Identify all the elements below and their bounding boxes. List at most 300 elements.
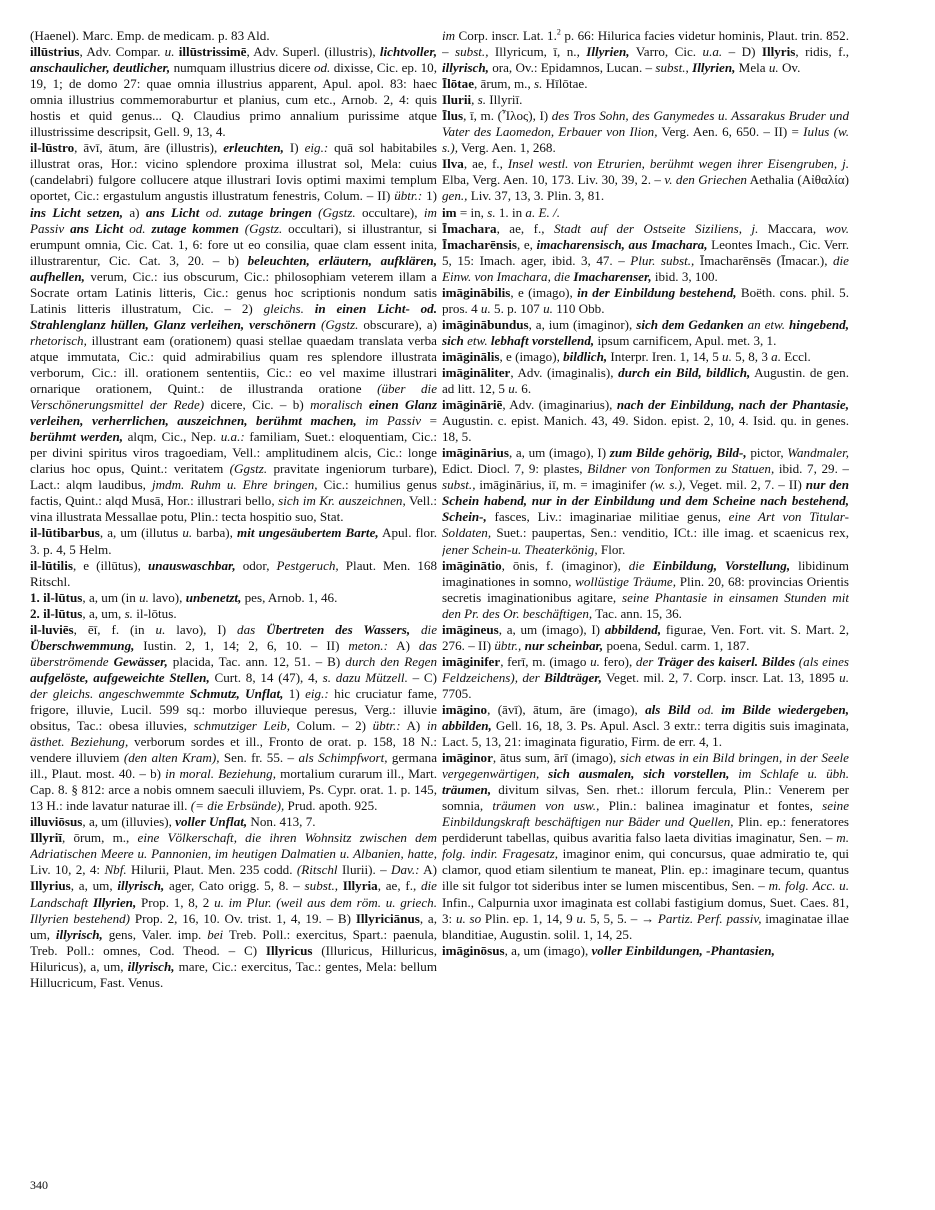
entry-text: Interpr. Iren. 1, 14, 5 <box>607 348 723 364</box>
entry-text: Aethalia (Αἰθαλία) <box>746 172 849 188</box>
dictionary-entry <box>442 558 849 622</box>
headword: 1. il-lūtus <box>30 589 83 605</box>
page-number: 340 <box>30 1178 48 1192</box>
entry-text: obscurare), a) <box>358 316 437 332</box>
headword: imāginōsus <box>442 942 505 958</box>
entry-text: u. <box>139 589 149 605</box>
entry-text: u. <box>164 44 175 60</box>
entry-text: fero), <box>599 653 636 669</box>
entry-text: odor, <box>235 557 277 573</box>
headword: imāginātio <box>442 557 502 573</box>
entry-text: u. <box>182 525 193 541</box>
entry-text: lebhaft vorstellend, <box>490 332 595 348</box>
entry-text: Hīlōtae. <box>542 76 588 92</box>
entry-text: Plin. ep.: feneratores perdiderunt tabellas, quibus avaritia falso laeta divitias imaginatur, Sen. – <box>442 814 849 846</box>
entry-text: im Passiv <box>30 204 437 236</box>
entry-text: Illyrien, <box>692 60 736 76</box>
headword: imāgināliter <box>442 364 511 380</box>
entry-text: , e (imago), <box>510 284 578 300</box>
entry-text: , a, um (imago), <box>504 942 592 958</box>
entry-text: subst., <box>442 477 476 493</box>
entry-text: verum, Cic.: ius obscurum, Cic.: philosophiam veterem illam a Socrate ortam Latinis litteris, Cic.: genus hoc scriptionis nondum satis Latinis litteris illustratum, Cic. – 2) <box>30 268 437 316</box>
headword: Illyricus <box>265 942 313 958</box>
entry-text: dixisse, Cic. ep. 10, 19, 1; de domo 27: quae omnia illustrius apparent, Apul. apol. 83: haec omnia illustrius commemoraburtur et planius, cum etc., Arnob. 2, 4: quis hostis et quid genus... Q. Claudius primo annalium purissime atque illustrissime descripsit, Gell. 9, 13, 4. <box>30 60 437 140</box>
entry-text: jmdm. Ruhm u. Ehre bringen, <box>151 477 318 493</box>
entry-text: nur den Schein habend, nur in der Einbildung und dem Scheine nach bestehend, Schein-, <box>442 477 849 525</box>
entry-text: lavo), I) <box>165 621 238 637</box>
dictionary-entry <box>442 92 849 108</box>
headword: il-lūtibarbus <box>30 525 100 541</box>
entry-text: , Adv. Superl. (illustris), <box>246 44 380 60</box>
entry-text: Non. 413, 7. <box>247 814 316 830</box>
entry-text: der <box>522 669 545 685</box>
entry-text: Prud. apoth. 925. <box>284 798 378 814</box>
dictionary-entry <box>442 28 849 76</box>
entry-text: , a, um (imago), I) <box>498 621 605 637</box>
entry-text: Nbf. <box>104 862 127 878</box>
entry-text: , ferī, m. (imago <box>500 653 591 669</box>
entry-text: Illyrien, <box>586 44 630 60</box>
entry-text: durch ein Bild, bildlich, <box>618 364 751 380</box>
entry-text: illustrant eam (orationem) quasi stellae quaedam translata verba atque immutata, Cic.: quid admirabilius quam res splendore illustrata verborum, Cic.: ill. orationem sententiis, Cic.: eo vel maxime illustrari ornarique orationem, Quint.: de illustranda oratione <box>30 332 437 397</box>
entry-text: das überströmende <box>30 637 437 669</box>
entry-text: Curt. 8, 14 (47), 4, <box>209 669 323 685</box>
dictionary-entry <box>30 830 437 990</box>
entry-text: Leontes Imach., Cic. Verr. 5, 15: Imach. ager, ibid. 3, 47. – <box>442 236 849 268</box>
entry-text: eig.: <box>305 685 329 701</box>
dictionary-entry <box>442 285 849 317</box>
entry-text: , <box>471 92 478 108</box>
right-column <box>442 28 849 1198</box>
entry-text: , a, um, <box>30 910 437 942</box>
entry-text: sich ausmalen, sich vorstellen, <box>548 766 730 782</box>
entry-text: Mela <box>735 60 769 76</box>
entry-text: Plin.: balinea imaginatur et fontes, <box>599 798 823 814</box>
entry-text: Elba, Verg. Aen. 10, 173. Liv. 30, 39, 2. – <box>442 172 665 188</box>
entry-text: sich im Kr. auszeichnen, <box>278 493 406 509</box>
entry-text: des Tros Sohn, des Ganymedes u. Assarakus Bruder und Vater des Laomedon, Erbauer von Ilion, <box>442 108 849 140</box>
entry-text: voller Unflat, <box>175 814 248 830</box>
entry-text: im Schlafe u. übh. <box>738 766 849 782</box>
entry-text: ans Licht <box>145 204 200 220</box>
headword: imāgino <box>442 701 488 717</box>
entry-text: , e (imago), <box>499 348 564 364</box>
headword: Illyria <box>342 878 378 894</box>
entry-text: gens, Valer. imp. <box>102 926 208 942</box>
headword: imāgineus <box>442 621 499 637</box>
entry-text: a. E. /. <box>525 204 560 220</box>
entry-text: (Ggstz. <box>229 461 268 477</box>
entry-text: , e (illūtus), <box>72 557 148 573</box>
entry-text: Tac. ann. 15, 36. <box>592 605 682 621</box>
headword: Īmacharēnsis <box>442 236 517 252</box>
entry-text: wov. <box>825 220 849 236</box>
entry-text: (Ggstz. <box>238 220 283 236</box>
entry-text: im Bilde wiedergeben, abbilden, <box>442 701 849 734</box>
entry-text: gen., <box>442 188 468 204</box>
entry-text: A) <box>387 637 419 653</box>
dictionary-entry <box>442 445 849 557</box>
headword: illuviōsus <box>30 814 83 830</box>
entry-text: s. dazu Mützell. <box>322 669 408 685</box>
entry-text: , a, um, <box>82 605 125 621</box>
entry-text: , ae, f., <box>463 156 508 172</box>
dictionary-entry <box>30 622 437 815</box>
entry-text: bildlich, <box>563 348 608 364</box>
entry-text: a. <box>771 348 781 364</box>
entry-text: das <box>237 621 267 637</box>
entry-text: v. den Griechen <box>664 172 747 188</box>
entry-text: Edict. Diocl. 7, 9: plastes, <box>442 461 588 477</box>
entry-text: Dav.: <box>391 862 420 878</box>
entry-text: A) <box>419 862 437 878</box>
headword: imāginābilis <box>442 284 511 300</box>
entry-text: verborum sordes et ill., Fronto de orat. p. 158, 18 N.: vendere illuviem <box>30 734 437 766</box>
entry-text: fasces, Liv.: imaginariae militiae genus, <box>486 509 729 525</box>
entry-text: etw. <box>467 332 488 348</box>
entry-text: lichtvoller, anschaulicher, deutlicher, <box>30 44 437 76</box>
headword: illūstrissimē <box>178 44 247 60</box>
headword: il-luviēs <box>30 621 74 637</box>
entry-text: , e, <box>516 236 537 252</box>
left-column <box>30 28 437 1158</box>
entry-text: Ov. <box>778 60 801 76</box>
entry-text: Stadt auf der Ostseite Siziliens, <box>553 220 742 236</box>
entry-text: u.a.: <box>220 429 245 445</box>
entry-text <box>539 766 548 781</box>
entry-text: Treb. Poll.: exercitus, Spart.: paenula, Treb. Poll.: omnes, Cod. Theod. – C) <box>30 926 437 958</box>
dictionary-entry <box>442 205 849 221</box>
entry-text: occultare), <box>355 204 424 220</box>
dictionary-entry <box>442 221 849 285</box>
entry-text: 1) <box>283 685 306 701</box>
entry-text: subst., <box>455 44 489 60</box>
entry-text: A) <box>400 718 427 734</box>
entry-text: imaginor enim, qui concursus, quae admiratio te, qui clamor, quod etiam silentium te maneat, Plin. ep.: imaginare tecum, quantus ille sit fulgor tot sideribus inter se lumen miscentibus, Sen. – <box>442 846 849 894</box>
headword: Ilurii <box>442 92 472 108</box>
entry-text: subst., <box>304 878 339 894</box>
dictionary-entry <box>30 140 437 525</box>
entry-text: , a, ium (imaginor), <box>528 316 637 332</box>
entry-text: übtr., <box>494 637 522 653</box>
entry-text: il-lōtus. <box>132 605 177 621</box>
entry-text: – D) <box>722 44 762 60</box>
entry-text: in der Einbildung bestehend, <box>577 284 737 300</box>
entry-text: Boëth. cons. phil. 5. pros. 4 <box>442 284 849 316</box>
headword: Ilva <box>442 156 464 172</box>
headword: imāginālis <box>442 348 500 364</box>
entry-text: Sen. fr. 55. – <box>219 750 299 766</box>
entry-text: die <box>628 557 653 573</box>
entry-text: Infin., Calpurnia uxor imaginata est collabi fastigium domus, Suet. Caes. 81, 3: <box>442 894 849 926</box>
entry-text: Augustin. de gen. ad litt. 12, 5 <box>442 364 849 397</box>
dictionary-entry <box>30 44 437 140</box>
entry-text: Īmacharēnsēs (Īmacar.), <box>694 252 833 268</box>
entry-text: moralisch <box>310 397 363 413</box>
entry-text: seine Phantasie in einsamen Stunden mit den Pr. des Or. beschäftigen, <box>442 589 849 621</box>
entry-text: (Ggstz. <box>316 316 359 332</box>
dictionary-entry <box>442 349 849 365</box>
entry-text: – C) <box>407 669 437 685</box>
entry-text: Gewässer, <box>113 653 168 669</box>
entry-text: od. <box>690 701 722 717</box>
entry-text: bei <box>207 926 224 942</box>
entry-text: eine Völkerschaft, die ihren Wohnsitz zwischen dem Adriatischen Meere u. Pannonien, im heutigen Dalmatien u. Albanien, hatte, <box>30 830 437 862</box>
entry-text: alqm, Cic., Nep. <box>123 429 221 445</box>
headword: imāginifer <box>442 653 501 669</box>
entry-text: Augustin. c. epist. Manich. 43, 49. Sidon. epist. 2, 10, 4. Isid. qu. in genes. 18, 5. <box>442 413 849 445</box>
entry-text: I) <box>283 140 305 156</box>
entry-text: od. <box>313 60 331 76</box>
entry-text: m. folg. indir. Fragesatz, <box>442 830 849 862</box>
entry-text: Träger des kaiserl. Bildes <box>657 653 796 669</box>
entry-text: ibid. 7, 29. – <box>774 461 849 477</box>
headword: Īmachara <box>442 220 497 236</box>
entry-text: (über die Verschönerungsmittel der Rede) <box>30 381 437 413</box>
dictionary-entry <box>442 702 849 750</box>
dictionary-entry <box>30 525 437 557</box>
entry-text: familiam, Suet.: eloquentiam, Cic.: per divini spiritus viros tragoediam, Vell.: amplitudinem alcis, Cic.: longe clarius hoc opus, Quint.: veritatem <box>30 429 437 477</box>
entry-text: 6. <box>518 381 532 397</box>
headword: il-lūstro <box>30 140 75 156</box>
entry-text: ora, Ov.: Epidamnos, Lucan. – <box>488 60 656 76</box>
entry-text: abbildend, <box>604 621 662 637</box>
entry-text: Liv. 37, 13, 3. Plin. 3, 81. <box>467 188 605 204</box>
entry-text: u. <box>768 60 779 76</box>
dictionary-entry <box>30 28 437 44</box>
entry-text: subst., <box>655 60 689 76</box>
entry-text: 1) <box>422 188 437 204</box>
entry-text: 110 Obb. <box>552 300 605 316</box>
entry-text: , a, um (illuvies), <box>82 814 176 830</box>
entry-text: im Passiv <box>365 413 422 429</box>
entry-text: der <box>635 653 658 669</box>
entry-text: in moral. Beziehung, <box>165 766 277 782</box>
entry-text: a) <box>123 204 146 220</box>
headword: imāginābundus <box>442 316 529 332</box>
entry-text: jener Schein-u. Theaterkönig, <box>442 541 598 557</box>
entry-text: im <box>442 28 456 43</box>
entry-text: Plin. 20, 68: provincias Orientis secretis imaginationibus agitare, <box>442 573 849 605</box>
entry-text: divitum silvas, Sen. rhet.: illorum fercula, Plin.: Venerem per somnia, <box>442 782 849 814</box>
dictionary-entry <box>442 750 849 943</box>
headword: Illyrius <box>30 878 71 894</box>
entry-text: (den alten Kram), <box>123 750 220 766</box>
entry-text: , ridis, f., <box>795 44 849 60</box>
entry-text: die <box>410 621 437 637</box>
entry-text: Prop. 1, 8, 2 <box>136 894 215 910</box>
entry-text: m. folg. <box>768 878 809 894</box>
entry-text <box>357 413 366 428</box>
entry-text: , ae, f., <box>496 220 554 236</box>
entry-text: Plur. subst., <box>630 252 695 268</box>
entry-text: zum Bilde gehörig, Bild-, <box>609 445 747 461</box>
headword: illūstrius <box>30 44 80 60</box>
entry-text: illyrisch, <box>127 958 175 974</box>
entry-text: Eccl. <box>780 348 811 364</box>
dictionary-entry <box>442 365 849 397</box>
entry-text: illyrisch, <box>55 926 103 942</box>
headword: imāginārius <box>442 445 509 461</box>
entry-text: illyrisch, <box>117 878 165 894</box>
entry-text: (Ggstz. <box>311 204 356 220</box>
entry-text: (als eines Feldzeichens), <box>442 653 849 685</box>
entry-text: eine Art von Titular-Soldaten, <box>442 509 849 541</box>
dictionary-entry <box>442 317 849 349</box>
entry-text: Hilurii, Plaut. Men. 235 codd. <box>126 862 297 878</box>
entry-text: Verg. Aen. 6, 650. – II) = <box>657 124 804 140</box>
entry-text: Veget. mil. 2, 7. – II) <box>685 477 806 493</box>
entry-text: (w. s.), <box>650 477 686 493</box>
entry-text: die Einw. von Imachara, die <box>442 252 849 284</box>
entry-text: occultari), si illustrantur, si erumpunt omnia, Cic. Cat. 1, 6: fore ut eo consilia, quae clam essent inita, illustrarentur, Cic. Cat. 3, 20. – b) <box>30 220 437 268</box>
entry-text: rhetorisch, <box>30 332 87 348</box>
entry-text: j. <box>751 220 759 236</box>
entry-text: Flor. <box>597 541 626 557</box>
headword: imāginor <box>442 750 493 766</box>
entry-text: , ī, m. (Ἶλος), I) <box>463 108 552 124</box>
entry-text: , ārum, m., <box>474 76 535 92</box>
entry-text: imaginatae illae blanditiae, Augustin. solil. 1, 14, 25. <box>442 910 849 942</box>
entry-text: , a, um (in <box>82 589 140 605</box>
entry-text: pes, Arnob. 1, 46. <box>241 589 338 605</box>
entry-text: u. <box>155 621 166 637</box>
entry-text: s. <box>534 76 543 92</box>
entry-text: Liv. 10, 2, 4: <box>30 862 105 878</box>
entry-text: nach der Einbildung, nach der Phantasie, <box>616 397 849 413</box>
entry-text: 2 <box>556 28 561 37</box>
entry-text: imāginārius, iī, m. = imaginifer <box>475 477 651 493</box>
entry-text: träumen, <box>442 782 492 798</box>
entry-text: übtr.: <box>372 718 401 734</box>
entry-text: u. <box>576 910 587 926</box>
entry-text: seine Einbildungskraft beschäftigen nur Bäder und Quellen, <box>442 798 849 830</box>
entry-text: Pestgeruch, <box>276 557 339 573</box>
entry-text: Übertreten des Wassers, <box>266 621 411 637</box>
entry-text: germana ill., Plaut. most. 40. – b) <box>30 750 437 782</box>
entry-text: Ilurii). – <box>337 862 392 878</box>
entry-text: meton.: <box>348 637 388 653</box>
entry-text: u. <box>480 300 491 316</box>
entry-text: Vell.: vina illustrata Messallae potu, Plin.: tecta hospitio suo, Stat. <box>30 493 437 525</box>
entry-text: imacharensisch, aus Imachara, <box>536 236 708 252</box>
entry-text: Varro, Cic. <box>629 44 703 60</box>
entry-text: , a, um (illutus <box>99 525 183 541</box>
entry-text: die Landschaft <box>30 878 437 910</box>
entry-text: ipsum carnificem, Apul. met. 3, 1. <box>594 332 777 348</box>
entry-text: zutage kommen <box>151 220 239 236</box>
headword: imāgināriē <box>442 397 503 413</box>
entry-text: s. <box>124 605 133 621</box>
entry-text: ins Licht setzen, <box>30 204 124 220</box>
entry-text: pictor, <box>746 445 788 461</box>
entry-text: Insel westl. von Etrurien, berühmt wegen ihrer Eisengruben, <box>507 156 838 172</box>
entry-text: , Adv. Compar. <box>79 44 165 60</box>
entry-text: u. <box>590 653 600 669</box>
dictionary-entry <box>442 156 849 204</box>
entry-text: übtr.: <box>394 188 423 204</box>
entry-text: Corp. inscr. Lat. 1. <box>455 28 557 43</box>
entry-text: Bildner von Tonformen zu Statuen, <box>587 461 775 477</box>
entry-text: schmutziger Leib, <box>193 718 290 734</box>
entry-text <box>304 301 315 316</box>
entry-text: berühmt werden, <box>30 429 124 445</box>
entry-text: sich dem Gedanken <box>636 316 744 332</box>
entry-text: als Schimpfwort, <box>298 750 388 766</box>
entry-text: Apul. flor. 3. p. 4, 5 Helm. <box>30 525 437 557</box>
entry-text: Veget. mil. 2, 7. Corp. inscr. Lat. 13, 1895 <box>601 669 840 685</box>
entry-text: 7705. <box>442 685 472 701</box>
entry-text: träumen von usw., <box>492 798 600 814</box>
entry-text: ibid. 3, 100. <box>651 268 718 284</box>
entry-text: Illyrien, <box>92 894 137 910</box>
entry-text: Iustin. 2, 1, 14; 2, 6, 10. – II) <box>134 637 349 653</box>
entry-text: mortalium curarum ill., Mart. Cap. 8. § 812: arce a nobis omnem saeculi illuviem, Ps. Cypr. orat. 1. p. 145, 13 H.: inde lavatur naturae ill. <box>30 766 437 814</box>
dictionary-entry <box>442 76 849 92</box>
entry-text: od. <box>123 220 152 236</box>
headword: im <box>442 204 457 220</box>
entry-text: mit ungesäubertem Barte, <box>237 525 379 541</box>
dictionary-entry <box>30 606 437 622</box>
entry-text: einen Glanz verleihen, verherrlichen, auszeichnen, berühmt machen, <box>30 397 437 429</box>
entry-text: , Adv. (imaginalis), <box>510 364 619 380</box>
entry-text: wollüstige Träume, <box>575 573 676 589</box>
entry-text: Bildträger, <box>544 669 602 685</box>
entry-text: Suet.: paupertas, Sen.: venditio, ICt.: ille imag. et scaenicus rex, <box>491 525 849 541</box>
entry-text: gleichs. <box>263 300 304 316</box>
entry-text: Colum. – 2) <box>290 718 373 734</box>
entry-text: Einbildung, Vorstellung, <box>652 557 791 573</box>
entry-text: Imacharenser, <box>573 268 652 284</box>
entry-text: erleuchten, <box>223 140 284 156</box>
entry-text: illyrisch, <box>442 60 489 76</box>
entry-text: , a, um (imago), I) <box>508 445 610 461</box>
entry-text: = in, <box>456 204 488 220</box>
entry-text: od. <box>199 204 229 220</box>
entry-text: libidinum imaginationes in somno, <box>442 557 849 589</box>
entry-text: 5, 8, 3 <box>731 348 772 364</box>
entry-text: u.a. <box>702 44 723 60</box>
entry-text: in ästhet. Beziehung, <box>30 718 437 750</box>
dictionary-entry <box>442 622 849 654</box>
headword: Illyriciānus <box>355 910 420 926</box>
entry-text: Gell. 16, 18, 3. Ps. Apul. Ascl. 3 extr.: terra digitis suis imaginata, Lact. 5, 13, 21: imaginata figuratio, Firm. de err. 4, 1. <box>442 718 849 750</box>
entry-text: unbenetzt, <box>185 589 242 605</box>
entry-text: u. <box>543 300 553 316</box>
dictionary-entry <box>442 943 849 959</box>
entry-text: 5. p. 107 <box>490 300 544 316</box>
entry-text: (= die Erbsünde), <box>190 798 285 814</box>
headword: Īlōtae <box>442 76 474 92</box>
entry-text: beleuchten, erläutern, aufklären, aufhellen, <box>30 252 437 284</box>
entry-text: ans Licht <box>70 220 124 236</box>
entry-text: durch den Regen <box>345 653 437 669</box>
entry-text: aufgelöste, aufgeweichte Stellen, <box>30 669 210 685</box>
entry-text: mare, Cic.: exercitus, Tac.: gentes, Mela: bellum Hillucricum, Fast. Venus. <box>30 958 437 990</box>
entry-text: , ōnis, f. (imaginor), <box>501 557 629 573</box>
entry-text: eig.: <box>304 140 329 156</box>
entry-text: Prop. 2, 16, 10. Ov. trist. 1, 4, 19. – B) <box>130 910 356 926</box>
entry-text: u. im Plur. (weil aus dem röm. u. griech. Illyrien bestehend) <box>30 894 437 926</box>
entry-text: Plaut. Men. 168 Ritschl. <box>30 557 437 589</box>
headword: 2. il-lūtus <box>30 605 83 621</box>
entry-text: u. <box>722 348 732 364</box>
entry-text: quā sol habitabiles illustrat oras, Hor.: vicino splendore proxima illustrat sol, Mela: cuius (candelabri) fulgore collucere atque illustrari Iovis optimi maximi templum oportet, Cic.: ergastulum angustis illustratum fenestris, Colum. – II) <box>30 140 437 204</box>
entry-text: als Bild <box>645 701 691 717</box>
entry-text: u. <box>508 381 519 397</box>
headword: Illyriī <box>30 830 63 846</box>
entry-text: , ēī, f. (in <box>73 621 156 637</box>
